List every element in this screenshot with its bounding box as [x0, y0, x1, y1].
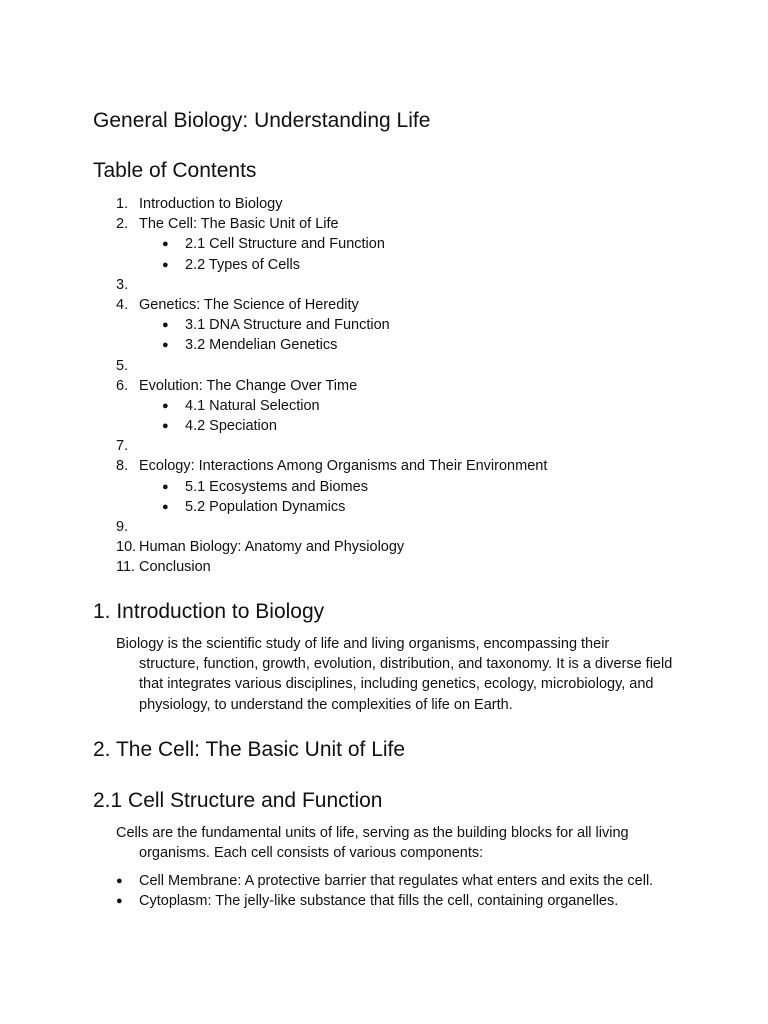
bullet-icon: ● — [162, 319, 169, 332]
section-paragraph-cell-structure — [116, 823, 676, 863]
paragraph-first-line: Biology is the scientific study of life and living organisms, encompassing their — [116, 636, 610, 652]
toc-item-label[interactable]: Human Biology: Anatomy and Physiology — [139, 539, 405, 556]
toc-item — [93, 537, 693, 557]
bullet-icon: ● — [162, 238, 169, 251]
toc-item-number: 7. — [116, 438, 129, 455]
toc-subitem — [93, 497, 693, 517]
section-paragraph-introduction — [116, 634, 676, 715]
bullet-icon: ● — [162, 258, 169, 271]
paragraph-continuation: organisms. Each cell consists of various components: — [139, 845, 484, 862]
toc-item-number: 10. — [116, 539, 137, 556]
toc-item-number: 11. — [116, 559, 136, 576]
toc-item — [93, 275, 693, 295]
toc-subitem — [93, 234, 693, 254]
toc-item-number: 8. — [116, 458, 129, 475]
toc-subitem — [93, 315, 693, 335]
toc-item — [93, 194, 693, 214]
list-item — [93, 871, 683, 891]
toc-item-label[interactable]: Genetics: The Science of Heredity — [139, 296, 359, 313]
toc-subitem-label[interactable]: 3.2 Mendelian Genetics — [185, 337, 338, 354]
toc-item — [93, 517, 693, 537]
table-of-contents — [93, 194, 693, 578]
section-heading-cell: 2. The Cell: The Basic Unit of Life — [93, 738, 406, 761]
bullet-icon: ● — [116, 895, 123, 908]
toc-item-label[interactable]: Conclusion — [139, 559, 211, 576]
toc-item — [93, 214, 693, 234]
document-title: General Biology: Understanding Life — [93, 109, 431, 132]
paragraph-first-line: Cells are the fundamental units of life, serving as the building blocks for all living — [116, 825, 629, 841]
toc-item-number: 1. — [116, 196, 129, 212]
toc-item — [93, 436, 693, 456]
toc-item — [93, 456, 693, 476]
cell-components-list — [93, 871, 683, 911]
toc-item — [93, 295, 693, 315]
toc-item-number: 3. — [116, 276, 129, 293]
toc-subitem — [93, 477, 693, 497]
toc-item-number: 9. — [116, 519, 129, 535]
toc-item — [93, 376, 693, 396]
toc-item-label[interactable]: Introduction to Biology — [139, 196, 283, 212]
list-item-text: Cytoplasm: The jelly-like substance that fills the cell, containing organelles. — [139, 893, 619, 910]
toc-subitem-label[interactable]: 2.2 Types of Cells — [185, 256, 300, 273]
toc-subitem-label[interactable]: 4.1 Natural Selection — [185, 397, 320, 414]
toc-subitem-label[interactable]: 5.1 Ecosystems and Biomes — [185, 478, 368, 495]
toc-subitem — [93, 335, 693, 355]
toc-item-number: 2. — [116, 216, 129, 233]
toc-item — [93, 557, 693, 577]
toc-subitem — [93, 416, 693, 436]
toc-item-number: 4. — [116, 296, 129, 313]
bullet-icon: ● — [162, 399, 169, 412]
list-item-text: Cell Membrane: A protective barrier that regulates what enters and exits the cell. — [139, 873, 654, 889]
list-item — [93, 891, 683, 911]
toc-subitem — [93, 396, 693, 416]
toc-item-label[interactable]: Evolution: The Change Over Time — [139, 377, 358, 394]
toc-subitem-label[interactable]: 3.1 DNA Structure and Function — [185, 317, 390, 334]
bullet-icon: ● — [162, 339, 169, 352]
toc-item-label[interactable]: The Cell: The Basic Unit of Life — [139, 216, 339, 233]
toc-heading: Table of Contents — [93, 159, 257, 182]
toc-item-number: 5. — [116, 357, 129, 374]
section-heading-introduction: 1. Introduction to Biology — [93, 600, 325, 623]
paragraph-continuation: structure, function, growth, evolution, distribution, and taxonomy. It is a diverse field that integrates various disciplines, including genetics, ecology, microbiology, and physiology, to understand the complexities of life on Earth. — [139, 656, 673, 713]
toc-item — [93, 356, 693, 376]
toc-item-label[interactable]: Ecology: Interactions Among Organisms and Their Environment — [139, 458, 548, 475]
toc-item-number: 6. — [116, 377, 129, 394]
toc-subitem — [93, 255, 693, 275]
toc-subitem-label[interactable]: 5.2 Population Dynamics — [185, 498, 346, 515]
toc-subitem-label[interactable]: 4.2 Speciation — [185, 418, 277, 435]
toc-subitem-label[interactable]: 2.1 Cell Structure and Function — [185, 236, 385, 253]
section-heading-cell-structure: 2.1 Cell Structure and Function — [93, 789, 383, 812]
bullet-icon: ● — [162, 480, 169, 493]
bullet-icon: ● — [116, 875, 123, 887]
bullet-icon: ● — [162, 500, 169, 513]
bullet-icon: ● — [162, 420, 169, 433]
